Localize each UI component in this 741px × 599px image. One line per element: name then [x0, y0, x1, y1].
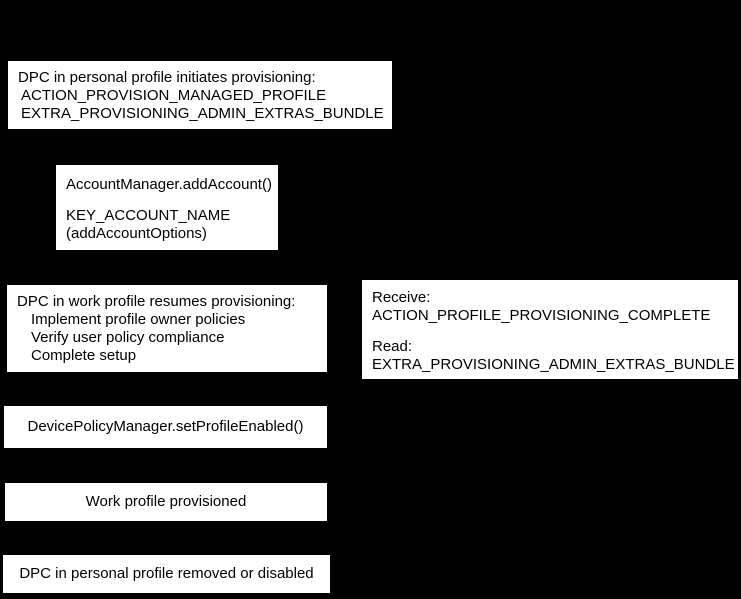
node-receive-action-constant: ACTION_PROFILE_PROVISIONING_COMPLETE: [372, 307, 711, 324]
node-initiate-provisioning: [8, 61, 392, 129]
node-resume-step-compliance: Verify user policy compliance: [31, 329, 225, 346]
node-resume-step-policies: Implement profile owner policies: [31, 311, 246, 328]
node-add-account-options: (addAccountOptions): [66, 225, 207, 242]
node-set-profile-enabled-label: DevicePolicyManager.setProfileEnabled(): [27, 418, 304, 435]
node-resume-step-setup: Complete setup: [31, 347, 137, 364]
node-initiate-extra-constant: EXTRA_PROVISIONING_ADMIN_EXTRAS_BUNDLE: [21, 105, 384, 122]
node-initiate-action-constant: ACTION_PROVISION_MANAGED_PROFILE: [21, 87, 327, 104]
node-work-profile-provisioned: [5, 483, 327, 521]
node-work-profile-provisioned-label: Work profile provisioned: [85, 493, 247, 510]
node-set-profile-enabled: [4, 406, 327, 448]
node-receive-label: Receive:: [372, 289, 431, 306]
node-dpc-removed-label: DPC in personal profile removed or disabled: [19, 565, 314, 582]
node-read-extra-constant: EXTRA_PROVISIONING_ADMIN_EXTRAS_BUNDLE: [372, 356, 735, 373]
node-add-account-method: AccountManager.addAccount(): [66, 176, 272, 193]
node-initiate-title: DPC in personal profile initiates provisioning:: [18, 69, 316, 86]
node-dpc-removed: [3, 555, 330, 593]
node-add-account-key: KEY_ACCOUNT_NAME: [66, 207, 231, 224]
node-receive-broadcast: [362, 280, 738, 379]
node-resume-provisioning: [7, 285, 327, 372]
node-read-label: Read:: [372, 338, 413, 355]
node-resume-title: DPC in work profile resumes provisioning:: [17, 293, 296, 310]
node-add-account: [56, 165, 278, 250]
